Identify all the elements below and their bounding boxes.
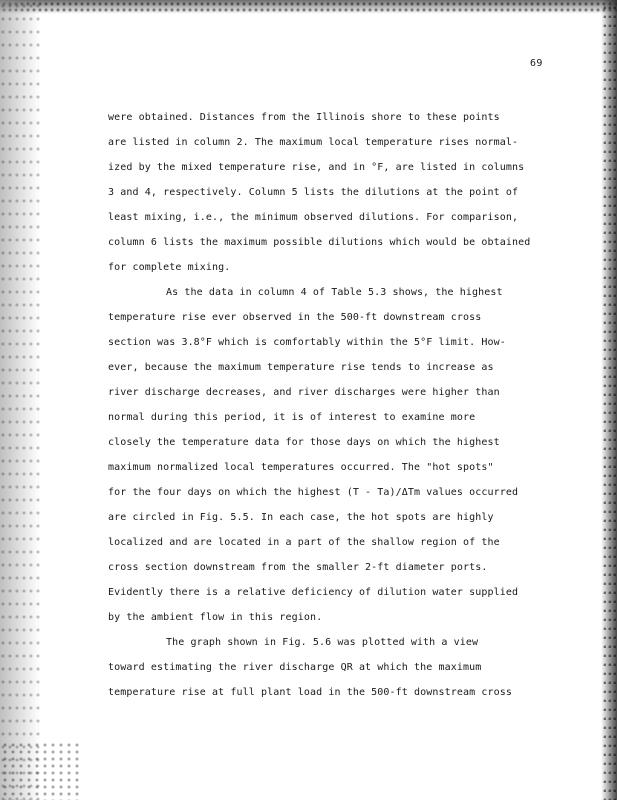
text-line: maximum normalized local temperatures occurred. The "hot spots" (108, 462, 494, 473)
text-line: normal during this period, it is of interest to examine more (108, 412, 476, 423)
scan-edge-left (0, 0, 40, 800)
text-line: toward estimating the river discharge QR at which the maximum (108, 662, 482, 673)
text-line: for the four days on which the highest (T - Ta)/ΔTm values occurred (108, 487, 519, 498)
text-line: least mixing, i.e., the minimum observed dilutions. For comparison, (108, 212, 519, 223)
text-line: for complete mixing. (108, 262, 231, 273)
text-line: column 6 lists the maximum possible dilutions which would be obtained (108, 237, 531, 248)
text-line: ever, because the maximum temperature rise tends to increase as (108, 362, 494, 373)
text-line: are listed in column 2. The maximum local temperature rises normal- (108, 137, 519, 148)
text-line: The graph shown in Fig. 5.6 was plotted with a view (166, 637, 479, 648)
text-line: are circled in Fig. 5.5. In each case, the hot spots are highly (108, 512, 494, 523)
text-line: temperature rise ever observed in the 500-ft downstream cross (108, 312, 482, 323)
body-text (108, 105, 548, 705)
text-line: section was 3.8°F which is comfortably within the 5°F limit. How- (108, 337, 506, 348)
text-line: ized by the mixed temperature rise, and in °F, are listed in columns (108, 162, 525, 173)
text-line: were obtained. Distances from the Illinois shore to these points (108, 112, 500, 123)
text-line: 3 and 4, respectively. Column 5 lists the dilutions at the point of (108, 187, 519, 198)
text-line: Evidently there is a relative deficiency of dilution water supplied (108, 587, 519, 598)
text-line: closely the temperature data for those days on which the highest (108, 437, 500, 448)
page-number: 69 (530, 58, 543, 69)
text-line: localized and are located in a part of the shallow region of the (108, 537, 500, 548)
text-line: by the ambient flow in this region. (108, 612, 323, 623)
text-line: river discharge decreases, and river discharges were higher than (108, 387, 500, 398)
scan-edge-right (601, 0, 617, 800)
text-line: cross section downstream from the smaller 2-ft diameter ports. (108, 562, 488, 573)
scan-edge-top (0, 0, 617, 14)
text-line: As the data in column 4 of Table 5.3 shows, the highest (166, 287, 503, 298)
text-line: temperature rise at full plant load in the 500-ft downstream cross (108, 687, 512, 698)
scan-edge-bottom-left (0, 740, 80, 800)
